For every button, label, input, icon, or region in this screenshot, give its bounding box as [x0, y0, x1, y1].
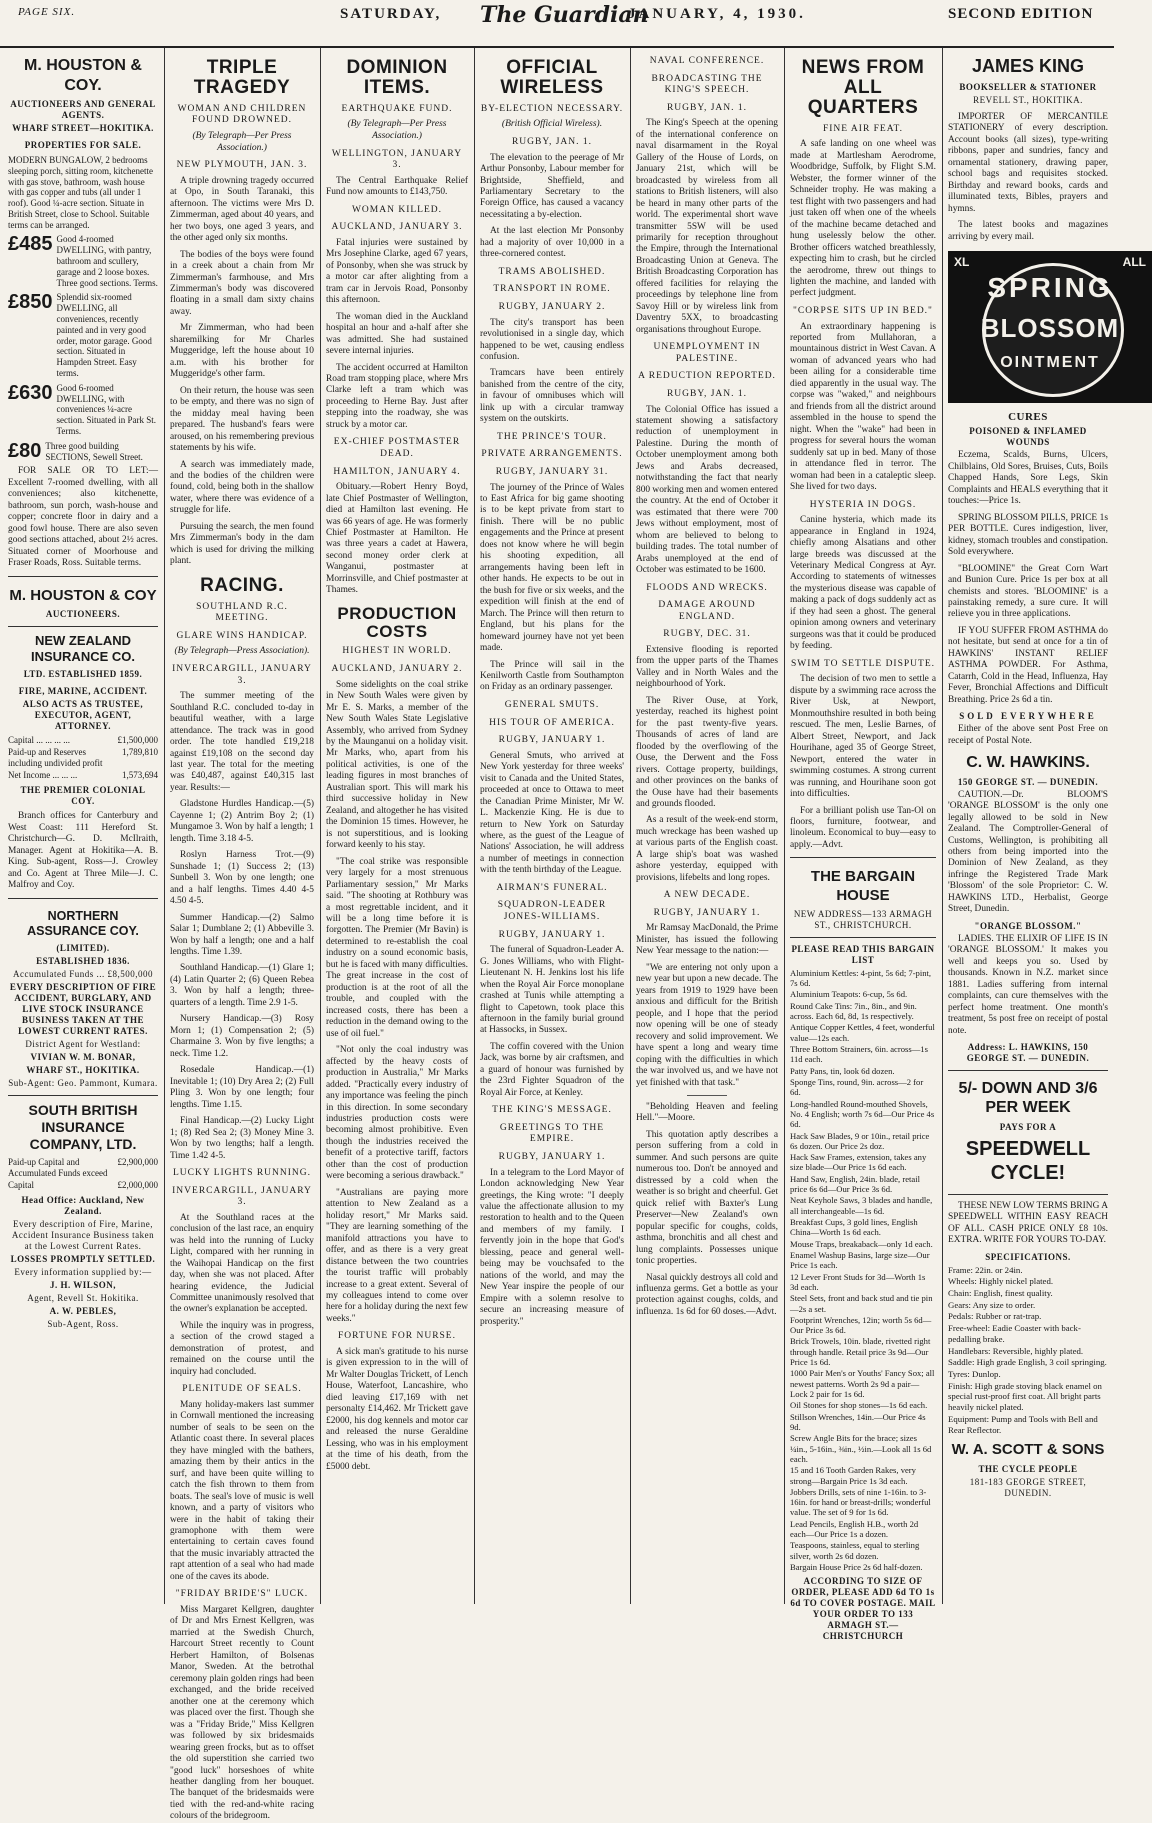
sbi-losses: LOSSES PROMPTLY SETTLED.: [10, 1253, 156, 1264]
bargain-item: 1000 Pair Men's or Youths' Fancy Sox; all newest patterns. Worth 2s 9d a pair—Lock 2 pair for 1s 6d.: [790, 1368, 935, 1400]
houston-title: M. HOUSTON & COY.: [24, 57, 142, 94]
article-paragraph: A safe landing on one wheel was made at Martlesham Aerodrome, Woodbridge, Suffolk, by Flight S.M. Webster, the former winner of the Schneider trophy. He was making a test flight with two passengers and had just taken off when one of the wheels of the machine became detached and hung uselessly below the other. Brother officers watched breathlessly, expecting him to crash, but he circled the aerodrome, threw out things to lighten the machine, and landed with perfect judgment.: [790, 139, 936, 299]
dateline: HAMILTON, JANUARY 4.: [333, 466, 461, 477]
financial-row: [8, 1157, 158, 1179]
bargain-item: Steel Sets, front and back stud and tie pin—2s a set.: [790, 1293, 933, 1314]
financial-value: 1,573,694: [122, 770, 158, 781]
hawkins-title: C. W. HAWKINS.: [966, 754, 1090, 772]
bargain-house-address: NEW ADDRESS—133 ARMAGH ST., CHRISTCHURCH.: [793, 908, 933, 930]
article-paragraph: An extraordinary happening is reported from Mullahoran, a mountainous district in West Cavan. A woman of advanced years who had been ailing for a considerable time died apparently in the usual way. The corpse was "waked," and neighbours and friends from all the district around assembled in the house to spend the night. When the "wake" had been in progress for several hours the woman suddenly sat up in bed. Many of those in attendance fled in terror. The woman had been in a cataleptic sleep. She lived for two days.: [790, 321, 936, 493]
advert-paragraph: Nasal quickly destroys all cold and influenza germs. Get a bottle as your protection against coughs, colds, and influenza. 1s 6d for 60 doses.—Advt.: [636, 1272, 778, 1317]
column-rule: [630, 48, 631, 1604]
dateline: RUGBY, JANUARY 1.: [498, 735, 606, 746]
article-paragraph: A sick man's gratitude to his nurse is given expression to in the will of Mr Walter Douglas Trickett, of Lench House, Waterfoot, Lancashire, who died leaving £17,169 with net personalty £14,462. Mr Trickett gave £2000, his dog kennels and motor car and released the nurse Geraldine Lessing, who was in his employment at the time of his death, from the £5000 debt.: [326, 1346, 468, 1472]
property-price: £630: [8, 381, 53, 404]
article-paragraph: A triple drowning tragedy occurred at Opo, in South Taranaki, this afternoon. The victims were Mrs D. Zimmerman, aged about 40 years, and her two boys, one aged 3 years, and the other aged only six months.: [170, 175, 314, 244]
advert-paragraph: "BLOOMINE" the Great Corn Wart and Bunion Cure. Price 1s per box at all chemists and stores. 'BLOOMINE' is a painstaking remedy, a sure cure. It will relieve you in three applications.: [948, 563, 1108, 620]
article-paragraph: Obituary.—Robert Henry Boyd, late Chief Postmaster of Wellington, died at Hamilton last evening. He was 66 years of age. He was formerly Chief Postmaster at Hamilton. He was three years a cadet at Hawera, second money order clerk at Wanganui, postmaster at Morrinsville, and Chief postmaster at Thames.: [326, 482, 468, 596]
bargain-item: Aluminium Kettles: 4-pint, 5s 6d; 7-pint, 7s 6d.: [790, 967, 932, 989]
sbi-peebles: A. W. PEBLES,: [49, 1305, 117, 1316]
dateline: RUGBY, JAN. 1.: [666, 102, 748, 113]
nac-agent-label: District Agent for Westland:: [25, 1038, 141, 1049]
byline: (By Telegraph—Per Press Association.): [347, 119, 447, 142]
bargain-list-heading: PLEASE READ THIS BARGAIN LIST: [791, 943, 935, 965]
subhead: BY-ELECTION NECESSARY.: [480, 103, 624, 114]
dateline: RUGBY, JANUARY 1.: [653, 907, 761, 918]
subhead: GENERAL SMUTS.: [504, 699, 600, 710]
financial-value: 1,789,810: [122, 747, 158, 758]
bargain-item: Jobbers Drills, sets of nine 1-16in. to 3-16in. for hand or breast-drills; wonderful value. The set of 9 for 1s 6d.: [790, 1486, 931, 1518]
property-description: Three good building SECTIONS, Sewell Street.: [45, 440, 143, 462]
property-item: [8, 155, 158, 231]
subhead: HYSTERIA IN DOGS.: [809, 499, 917, 510]
byline: (British Official Wireless).: [501, 119, 603, 130]
nac-agent-name: VIVIAN W. M. BONAR,: [30, 1051, 136, 1062]
subhead: PLENITUDE OF SEALS.: [182, 1384, 302, 1395]
subhead: NAVAL CONFERENCE.: [649, 56, 765, 66]
subhead: GLARE WINS HANDICAP.: [176, 630, 308, 641]
subhead: AIRMAN'S FUNERAL.: [496, 882, 608, 893]
byline: (By Telegraph—Per Press Association.): [192, 131, 292, 153]
bargain-footer: ACCORDING TO SIZE OF ORDER, PLEASE ADD 6d TO 1s 6d TO COVER POSTAGE. MAIL YOUR ORDER TO 133 ARMAGH ST.—CHRISTCHURCH: [790, 1576, 936, 1642]
dateline: RUGBY, JAN. 1.: [511, 137, 593, 148]
headline-triple-tragedy: TRIPLE TRAGEDY: [193, 57, 291, 98]
financial-label: Net Income ... ... ...: [8, 770, 78, 781]
column-5: [636, 50, 778, 1602]
article-paragraph: The journey of the Prince of Wales to East Africa for big game shooting is to be kept private from start to finish. There will be no public engagements and the Prince at present does not know where he will begin his shooting expedition, all arrangements having been left in other hands. He expects to be out in the bush for five or six weeks, and the expedition will finish at the end of March. The Prince will then return to England, but his plans for the homeward journey have not yet been made.: [480, 482, 624, 654]
badge-ointment: OINTMENT: [1000, 354, 1100, 372]
column-rule: [164, 48, 165, 1604]
nzi-established: LTD. ESTABLISHED 1859.: [23, 668, 143, 679]
article-paragraph: Canine hysteria, which made its appearance in England in 1924, chiefly among Alsatians and other large breeds was discussed at the Veterinary Medical Congress at Ayr. According to statements of witnesses the mysterious disease was capable of making a pack of dogs suddenly act as if they had seen a ghost. The general opinion among owners and veterinary surgeons was that it could be produced by feeding.: [790, 515, 936, 652]
subhead: HIS TOUR OF AMERICA.: [489, 717, 615, 728]
nac-established: ESTABLISHED 1836.: [36, 956, 130, 967]
article-paragraph: On their return, the house was seen to be empty, and there was no sign of the midday meal having been prepared. The husband's fears were aroused, on his remembering previous statements by his wife.: [170, 385, 314, 454]
column-rule: [784, 48, 785, 1604]
specification-item: Chain: English, finest quality.: [948, 1287, 1053, 1298]
specification-item: Equipment: Pump and Tools with Bell and Rear Reflector.: [948, 1413, 1098, 1435]
subhead: LUCKY LIGHTS RUNNING.: [172, 1167, 312, 1178]
houston-address: WHARF STREET—HOKITIKA.: [12, 122, 154, 133]
specification-item: Wheels: Highly nickel plated.: [948, 1276, 1054, 1287]
nzi-lines: FIRE, MARINE, ACCIDENT.: [18, 685, 148, 696]
properties-heading: PROPERTIES FOR SALE.: [24, 139, 142, 150]
bargain-item: Patty Pans, tin, look 6d dozen.: [790, 1065, 895, 1076]
headline-production-costs: PRODUCTION COSTS: [337, 603, 457, 641]
specification-item: Handlebars: Reversible, highly plated.: [948, 1345, 1084, 1356]
nzi-branch: Branch offices for Canterbury and West Coast: 111 Hereford St. Christchurch—G. D. McIlraith, Manager. Agent at Hokitika—A. B. King. Sub-agent, Ross—J. Crowley and Co. Agent at Three Mile—J. C. Malfroy and Coy.: [8, 811, 158, 891]
dateline: RUGBY, JAN. 1.: [666, 388, 748, 399]
property-price: £80: [8, 439, 42, 462]
masthead: [0, 0, 1114, 48]
sbi-description: Every description of Fire, Marine, Accident Insurance Business taken at the Lowest Current Rates.: [11, 1218, 155, 1251]
article-paragraph: The Colonial Office has issued a statement showing a satisfactory reduction of unemployment in Palestine. During the month of October unemployment among both Jews and Arabs decreased, notwithstanding the fact that nearly 800 working men and women entered the country. At the end of October it was estimated that there were 700 Jews without employment, most of whom are believed to belong to building trades. The total number of Arabs unemployed at the end of October was estimated to be 1600.: [636, 404, 778, 576]
subhead: PRIVATE ARRANGEMENTS.: [481, 449, 623, 460]
property-item: [8, 234, 158, 288]
property-item: [8, 441, 158, 463]
bargain-item: Mouse Traps, breakaback—only 1d each.: [790, 1238, 933, 1249]
specification-item: Finish: High grade stoving black enamel on special rust-proof first coat. All bright parts heavily nickel plated.: [948, 1380, 1102, 1413]
subhead: THE PRINCE'S TOUR.: [497, 431, 607, 442]
cures-heading: CURES: [1008, 411, 1048, 424]
article-paragraph: At the last election Mr Ponsonby had a majority of over 10,000 in a three-cornered contest.: [480, 226, 624, 260]
bargain-house-title: THE BARGAIN HOUSE: [810, 868, 916, 904]
sbi-title: SOUTH BRITISH INSURANCE COMPANY, LTD.: [28, 1101, 138, 1152]
article-paragraph: The elevation to the peerage of Mr Arthur Ponsonby, Labour member for Brightside, Sheffield, and Parliamentary Secretary to the Foreign Office, has caused a vacancy necessitating a by-election.: [480, 152, 624, 220]
article-paragraph: Summer Handicap.—(2) Salmo Salar 1; Dumblane 2; (1) Abbeville 3. Won by half a length; one and a half lengths. Time 1.39.: [170, 912, 314, 958]
properties-list: [8, 155, 158, 463]
advert-paragraph: SPRING BLOSSOM PILLS, PRICE 1s PER BOTTLE. Cures indigestion, liver, kidney, stomach troubles and constipation. Sold everywhere.: [948, 512, 1108, 558]
article-paragraph: "Not only the coal industry was affected by the heavy costs of production in Australia," Mr Marks added. "Practically every industry of any importance was feeling the pinch in this direction. In some secondary industries production costs were becoming almost prohibitive. Even though the industries received the benefit of a protective tariff, factors other than the cost of production were becoming a serious drawback.": [326, 1045, 468, 1182]
badge-all: ALL: [1122, 255, 1146, 270]
bargain-item: Breakfast Cups, 3 gold lines, English China—Worth 1s 6d each.: [790, 1217, 918, 1238]
column-rule: [474, 48, 475, 1604]
bargain-item: Sponge Tins, round, 9in. across—2 for 6d.: [790, 1076, 924, 1098]
bargain-item: Screw Angle Bits for the brace; sizes ¼in., 5-16in., ⅜in., ½in.—Look all 1s 6d each.: [790, 1433, 932, 1464]
article-paragraph: Roslyn Harness Trot.—(9) Sunshade 1; (1) Success 2; (13) Sunbell 3. Won by one length; one and a half lengths. Times 4.40 4-5 4.50 4-5.: [170, 850, 314, 907]
scott-subtitle: THE CYCLE PEOPLE: [978, 1463, 1078, 1474]
sbi-head-office: Head Office: Auckland, New Zealand.: [21, 1194, 145, 1216]
subhead: SOUTHLAND R.C. MEETING.: [196, 601, 288, 624]
nac-description: EVERY DESCRIPTION OF FIRE ACCIDENT, BURGLARY, AND LIVE STOCK INSURANCE BUSINESS TAKEN AT THE LOWEST CURRENT RATES.: [9, 981, 157, 1036]
financial-row: [8, 747, 158, 769]
property-description: Good 6-roomed DWELLING, with conveniences ¼-acre section. Situated in Park St. Terms.: [56, 382, 156, 437]
subhead: SQUADRON-LEADER JONES-WILLIAMS.: [497, 900, 607, 922]
article-paragraph: Mr Zimmerman, who had been sharemilking for Mr Charles Muggeridge, left the house about 10 a.m. with his brother for Muggeridge's other farm.: [170, 323, 314, 380]
bargain-item: Three Bottom Strainers, 6in. across—1s 11d each.: [790, 1044, 928, 1065]
bargain-item: 15 and 16 Tooth Garden Rakes, very strong—Bargain Price 1s 3d each.: [790, 1465, 916, 1486]
article-paragraph: Miss Margaret Kellgren, daughter of Dr and Mrs Ernest Kellgren, was married at the Swedish Church, Harcourt Street recently to Count Herbert Hamilton, of Bolsenas Manor, Sweden. At the betrothal ceremony plain golden rings had been exchanged, and the bride received another one at the ceremony which was placed over the first. Though she was a "Friday Bride," Miss Kellgren was followed by six bridesmaids wearing green frocks, but as to offset the old superstition she carried two "good luck" horseshoes of white heather dangling from her bouquet. The banquet of the bridesmaids were tied with the red-and-white racing colours of the bridegroom.: [170, 1604, 314, 1822]
subhead: DAMAGE AROUND ENGLAND.: [658, 600, 756, 622]
edition-label: SECOND EDITION: [948, 6, 1094, 22]
article-paragraph: Final Handicap.—(2) Lucky Light 1; (8) Red Sea 2; (3) Money Mine 3. Won by two lengths; half a length. Time 1.42 4-5.: [170, 1116, 314, 1161]
sbi-peebles-address: Sub-Agent, Ross.: [47, 1318, 119, 1329]
subhead: FORTUNE FOR NURSE.: [338, 1331, 456, 1342]
orange-blossom-address: Address: L. HAWKINS, 150 GEORGE ST. — DUNEDIN.: [966, 1041, 1090, 1063]
orange-blossom-paragraph: LADIES. THE ELIXIR OF LIFE IS IN 'ORANGE BLOSSOM.' It makes you well and keeps you so. Used by thousands. Known in N.Z. market since 1881. Ladies suffering from internal complaints, can cure themselves with the perfect home treatment. One month's treatment, 5s post free on receipt of postal note.: [948, 933, 1108, 1036]
subhead: GREETINGS TO THE EMPIRE.: [499, 1122, 605, 1145]
article-paragraph: The coffin covered with the Union Jack, was borne by air craftsmen, and a guard of honour was furnished by the 23rd Fighter Squadron of the Royal Air Force, at Kenley.: [480, 1041, 624, 1098]
nac-limited: (LIMITED).: [56, 943, 110, 954]
subhead: UNEMPLOYMENT IN PALESTINE.: [653, 342, 761, 364]
scott-address: 181-183 GEORGE STREET, DUNEDIN.: [969, 1476, 1087, 1498]
financial-row: [8, 770, 158, 781]
subhead: FLOODS AND WRECKS.: [646, 582, 768, 593]
james-king-subtitle: BOOKSELLER & STATIONER: [959, 81, 1097, 92]
dateline: WELLINGTON, JANUARY 3.: [331, 148, 463, 171]
article-paragraph: Southland Handicap.—(1) Glare 1; (4) Latin Quarter 2; (6) Queen Rebea 3. Won by half a length; three-quarters of a length. Time 2.9 1-5.: [170, 963, 314, 1008]
houston-title-2: M. HOUSTON & COY: [9, 586, 157, 604]
column-1: [8, 50, 158, 1602]
dateline: INVERCARGILL, JANUARY 3.: [172, 664, 312, 686]
cures-subheading: POISONED & INFLAMED WOUNDS: [969, 426, 1087, 448]
nzi-title: NEW ZEALAND INSURANCE CO.: [30, 632, 135, 664]
property-price: £485: [8, 233, 53, 256]
hawkins-address: 150 GEORGE ST. — DUNEDIN.: [957, 776, 1099, 787]
james-king-address: REVELL ST., HOKITIKA.: [973, 94, 1083, 105]
dateline: RUGBY, JANUARY 2.: [498, 301, 606, 312]
financial-value: £1,500,000: [117, 735, 158, 746]
sbi-wilson-address: Agent, Revell St. Hokitika.: [27, 1292, 139, 1303]
column-rule: [320, 48, 321, 1604]
speedwell-terms: 5/- DOWN AND 3/6 PER WEEK: [958, 1079, 1098, 1117]
article-paragraph: "We are entering not only upon a new year but upon a new decade. The years from 1919 to 1929 have been anxious and difficult for the British people, and I hope that the period now opening will be one of steady recovery and solid improvement. We have spent a long and weary time coping with the difficulties in which the war involved us, and we have not yet finished with that task.": [636, 962, 778, 1088]
article-paragraph: "The coal strike was responsible very largely for a most strenuous Parliamentary session," Mr Marks said. "The shooting at Rothbury was a most regrettable incident, and it will be a long time before it is forgotten. The Premier (Mr Bavin) is determined to re-establish the coal industry on a sound economic basis, but he is faced with many difficulties. The great increase in the cost of production is at the root of all the trouble, and coupled with the increased costs, there has been a reduction in the demand owing to the use of oil fuel.": [326, 856, 468, 1039]
article-paragraph: Some sidelights on the coal strike in New South Wales were given by Mr E. S. Marks, a member of the New South Wales State Legislative Assembly, who arrived from Sydney by the Maunganui on a holiday visit. Mr Marks, who, apart from his political activities, is one of the leading figures in most branches of Australian sport. This will mark his third successive holiday in New Zealand, and altogether he has visited the Dominion 15 times. However, he is not superstitious, and is looking forward keenly to his stay.: [326, 679, 468, 851]
for-sale-notice: FOR SALE OR TO LET:—Excellent 7-roomed dwelling, with all conveniences; also kitchenette, bathroom, sun porch, wash-house and copper; concrete floor in dairy and a good fowl house. There are also seven good sections attached, about 2½ acres. Situated corner of Moorhouse and Fraser Roads, Ross. Suitable terms.: [8, 466, 158, 569]
bargain-item: Hack Saw Blades, 9 or 10in., retail price 6s dozen. Our Price 2s doz.: [790, 1130, 930, 1151]
article-paragraph: General Smuts, who arrived at New York yesterday for three weeks' visit to Canada and the United States, proceeded at once to Ottawa to meet the Canadian Prime Minister, Mr W. L. Mackenzie King. He is due to return to New York on Saturday where, as the guest of the League of Nations' Association, he will address a number of meetings in connection with the tenth birthday of the League.: [480, 750, 624, 876]
sbi-financials: [8, 1157, 158, 1191]
bargain-item: Bargain House Price 2s 6d half-dozen.: [790, 1562, 923, 1573]
nac-agent-address: WHARF ST., HOKITIKA.: [26, 1064, 140, 1075]
separator: [687, 1095, 727, 1096]
subhead: FINE AIR FEAT.: [822, 123, 904, 134]
spring-blossom-badge: [948, 251, 1152, 403]
subhead: "FRIDAY BRIDE'S" LUCK.: [175, 1589, 309, 1600]
article-paragraph: Rosedale Handicap.—(1) Inevitable 1; (10) Dry Area 2; (2) Full Pling 3. Won by one length; four lengths. Time 1.15.: [170, 1065, 314, 1110]
byline: (By Telegraph—Press Association).: [174, 646, 310, 657]
subhead: THE KING'S MESSAGE.: [492, 1105, 612, 1116]
bargain-item: Hand Saw, English, 24in. blade, retail price 6s 6d—Our Price 3s 6d.: [790, 1173, 920, 1195]
bargain-item: Lead Pencils, English H.B., worth 2d each—Our Price 1s a dozen.: [790, 1518, 919, 1540]
bargain-item: Stillson Wrenches, 14in.—Our Price 4s 9d.: [790, 1411, 926, 1432]
bargain-item: Footprint Wrenches, 12in; worth 5s 6d—Our Price 3s 6d.: [790, 1314, 932, 1336]
nac-title: NORTHERN ASSURANCE COY.: [27, 908, 139, 938]
specification-item: Tyres: Dunlop.: [948, 1369, 1001, 1379]
property-item: [8, 292, 158, 378]
headline-official-wireless: OFFICIAL WIRELESS: [500, 57, 604, 98]
advert-paragraph: IF YOU SUFFER FROM ASTHMA do not hesitate, but send at once for a tin of HAWKINS' INSTANT RELIEF ASTHMA POWDER. For Asthma, Catarrh, Cold in the Head, Influenza, Hay Fever, Bronchial Affections and Difficult Breathing. Price 2s 6d a tin.: [948, 625, 1108, 705]
scott-title: W. A. SCOTT & SONS: [951, 1441, 1105, 1459]
article-paragraph: The bodies of the boys were found in a creek about a chain from Mr Zimmerman's farmhouse, and Mrs Zimmerman's body was discovered floating in a small dam sixty chains away.: [170, 249, 314, 317]
speedwell-title: SPEEDWELL CYCLE!: [965, 1137, 1091, 1185]
article-paragraph: The funeral of Squadron-Leader A. G. Jones Williams, who with Flight-Lieutenant N. H. Jenkins lost his life when the Royal Air Force monoplane crashed at Tunis while attempting a flight to Capetown, took place this afternoon in the family burial ground at Hassocks, in Sussex.: [480, 945, 624, 1036]
nac-funds: Accumulated Funds ... £8,500,000: [13, 969, 153, 979]
article-paragraph: A search was immediately made, and the bodies of the children were found, cold, being both in the shallow water, where there was evidence of a struggle for life.: [170, 459, 314, 516]
column-4: [480, 50, 624, 1602]
sbi-wilson: J. H. WILSON,: [49, 1279, 117, 1290]
subhead: SWIM TO SETTLE DISPUTE.: [790, 658, 936, 669]
specifications-list: [948, 1265, 1108, 1436]
subhead: EARTHQUAKE FUND.: [341, 103, 453, 114]
nac-sub-agent: Sub-Agent: Geo. Pammont, Kumara.: [8, 1077, 158, 1088]
james-king-paragraph: The latest books and magazines arriving by every mail.: [948, 220, 1108, 242]
column-7: [948, 50, 1146, 1602]
article-paragraph: In a telegram to the Lord Mayor of London acknowledging New Year greetings, the King wrote: "I deeply value the affectionate allusion to my restoration to health and to the Queen and members of my family. I fervently join in the hope that God's blessing, peace and general well-being may be vouchsafed to the nations of the world, and may the New Year inspire the people of our Empire with a solemn resolve to secure an increasing measure of prosperity.": [480, 1167, 624, 1327]
article-paragraph: At the Southland races at the conclusion of the last race, an enquiry was held into the running of Lucky Light, compared with her running in the Waihopai Handicap on the first day, when she was not placed. After hearing evidence, the Judicial Committee unanimously resolved that the owner's explanation be accepted.: [170, 1212, 314, 1315]
article-paragraph: Gladstone Hurdles Handicap.—(5) Cayenne 1; (2) Antrim Boy 2; (1) Mungamoe 3. Won by half a length; 1 length. Time 3.18 4-5.: [170, 799, 314, 844]
article-paragraph: Many holiday-makers last summer in Cornwall mentioned the increasing number of seals to be seen on the Atlantic coast there. In several places they have mingled with the bathers, amazing them by their antics in the surf, and have been quite willing to catch the fish thrown to them from boats. The seal's love of music is well known, and a party of visitors who were in the habit of taking their gramophone with them were entertaining to certain caves found that the music invariably attracted the rapt attention of a seal who had made one of the caves its abode.: [170, 1399, 314, 1582]
orange-blossom-heading: "ORANGE BLOSSOM.": [974, 920, 1082, 931]
article-paragraph: The Prince will sail in the Kenilworth Castle from Southampton on Friday as an ordinary passenger.: [480, 659, 624, 693]
bargain-item: Round Cake Tins: 7in., 8in., and 9in. across. Each 6d, 8d, 1s respectively.: [790, 1000, 917, 1022]
advert-paragraph: This quotation aptly describes a person suffering from a cold in summer. And such persons are quite numerous too. Don't be annoyed and distressed by a cold when the weather is so bright and cheerful. Get quick relief with Baxter's Lung Preserver—New Zealand's own popular specific for coughs, colds, asthma, bronchitis and all chest and lung complaints. Possesses unique tonic properties.: [636, 1129, 778, 1267]
page-number: PAGE SIX.: [18, 6, 76, 18]
speedwell-pays-for: PAYS FOR A: [999, 1121, 1057, 1132]
article-paragraph: The summer meeting of the Southland R.C. concluded to-day in beautiful weather, with a large attendance. The track was in good order. The tote handled £19,218 against £19,108 on the second day last year. The total for the meeting was £40,487, against £40,315 last year. Results:—: [170, 691, 314, 793]
headline-racing: RACING.: [200, 574, 284, 596]
property-description: MODERN BUNGALOW, 2 bedrooms sleeping porch, sitting room, kitchenette with gas stove, bathroom, wash house with gas copper and tubs (all under 1 roof). Good ¼-acre section. Situate in British Street, close to School. Suitable terms can be arranged.: [8, 154, 153, 230]
article-paragraph: As a result of the week-end storm, much wreckage has been washed up at various parts of the English coast. A large ship's boat was washed ashore yesterday, equipped with provisions, lifebelts and long ropes.: [636, 815, 778, 883]
article-paragraph: Mr Ramsay MacDonald, the Prime Minister, has issued the following New Year message to the nation:—: [636, 923, 778, 957]
masthead-date: JANUARY, 4, 1930.: [628, 6, 806, 22]
specification-item: Free-wheel: Eadie Coaster with back-pedalling brake.: [948, 1323, 1081, 1344]
bargain-item: Oil Stones for shop stones—1s 6d each.: [790, 1400, 928, 1411]
article-paragraph: Tramcars have been entirely banished from the centre of the city, in favour of omnibuses which will link up with a circular tramway system on the outskirts.: [480, 368, 624, 425]
subhead: "CORPSE SITS UP IN BED.": [793, 305, 933, 316]
badge-blossom: BLOSSOM: [980, 313, 1120, 344]
article-paragraph: The King's Speech at the opening of the international conference on naval disarmament in the Royal Gallery of the House of Lords, on January 21st, which will be broadcasted by wireless from all stations to British listeners, will also be heard in many other parts of the world. The experimental short wave transmitter 5SW will be used primarily for reception throughout the Empire, through the International Broadcasting Union at Geneva. The British Broadcasting Corporation has offered facilities for relaying the proceedings by telephone line from Savoy Hill or by wireless link from Daventry 5XX, to broadcasting organisations throughout Europe.: [636, 118, 778, 335]
specifications-heading: SPECIFICATIONS.: [985, 1251, 1071, 1262]
subhead: WOMAN AND CHILDREN FOUND DROWNED.: [177, 103, 307, 126]
advert-paragraph: For a brilliant polish use Tan-Ol on floors, furniture, footwear, and linoleum. Economical to buy—easy to apply.—Advt.: [790, 805, 936, 850]
article-paragraph: "Australians are paying more attention to New Zealand as a holiday resort," Mr Marks said. "They are learning something of the manifold attractions you have to offer, and as there is a very great distance between the two countries the tourist traffic will probably increase to a great extent. Several of my colleagues intend to come over here for a holiday during the next few weeks.": [326, 1187, 468, 1324]
nzi-also: ALSO ACTS AS TRUSTEE, EXECUTOR, AGENT, ATTORNEY.: [22, 698, 144, 731]
column-rule: [942, 48, 943, 1604]
advert-paragraph: Eczema, Scalds, Burns, Ulcers, Chilblains, Old Sores, Bruises, Cuts, Boils Chapped Hands, Sore Legs, Skin Complaints and HEALS everything that it touches:—Price 1s.: [948, 450, 1108, 507]
nzi-premier: THE PREMIER COLONIAL COY.: [20, 785, 146, 807]
specification-item: Pedals: Rubber or rat-trap.: [948, 1311, 1042, 1322]
subhead: A NEW DECADE.: [663, 890, 751, 901]
badge-xl: XL: [954, 255, 970, 270]
dateline: NEW PLYMOUTH, JAN. 3.: [176, 160, 308, 171]
dateline: AUCKLAND, JANUARY 3.: [331, 222, 463, 233]
property-price: £850: [8, 291, 53, 314]
subhead: TRAMS ABOLISHED.: [498, 266, 606, 277]
financial-row: [8, 1180, 158, 1191]
financial-label: Paid-up and Reserves including undivided profit: [8, 747, 103, 769]
headline-news-from-all-quarters: NEWS FROM ALL QUARTERS: [801, 57, 925, 118]
financial-label: Capital ... ... ... ...: [8, 735, 70, 746]
bargain-list: [790, 968, 936, 1573]
subhead: A REDUCTION REPORTED.: [638, 371, 776, 382]
dateline: RUGBY, JANUARY 31.: [495, 466, 609, 477]
bargain-item: 12 Lever Front Studs for 3d—Worth 1s 3d each.: [790, 1271, 926, 1292]
financial-label: Capital: [8, 1179, 34, 1190]
masthead-day: SATURDAY,: [340, 6, 442, 22]
subhead: EX-CHIEF POSTMASTER DEAD.: [333, 437, 461, 459]
nzi-financials: [8, 735, 158, 781]
column-3: [326, 50, 468, 1602]
column-2: [170, 50, 314, 1822]
article-paragraph: Nursery Handicap.—(3) Rosy Morn 1; (1) Compensation 2; (5) Charmaine 3. Won by five lengths; a neck. Time 1.2.: [170, 1014, 314, 1059]
article-paragraph: The woman died in the Auckland hospital an hour and a-half after she was admitted. She had sustained severe internal injuries.: [326, 311, 468, 357]
bargain-item: Enamel Washup Basins, large size—Our Price 1s each.: [790, 1249, 930, 1271]
subhead: HIGHEST IN WORLD.: [342, 646, 452, 657]
specification-item: Gears: Any size to order.: [948, 1299, 1036, 1310]
speedwell-paragraph: THESE NEW LOW TERMS BRING A SPEEDWELL WITHIN EASY REACH OF ALL. CASH PRICE ONLY £8 10s. EXTRA. WRITE FOR YOURS TO-DAY.: [948, 1200, 1108, 1246]
bargain-item: Teaspoons, stainless, equal to sterling silver, worth 2s 6d dozen.: [790, 1540, 920, 1561]
headline-dominion-items: DOMINION ITEMS.: [346, 57, 448, 98]
financial-row: [8, 735, 158, 746]
bargain-item: Long-handled Round-mouthed Shovels, No. 4 English; worth 7s 6d—Our Price 4s 6d.: [790, 1098, 935, 1130]
sbi-info: Every information supplied by:—: [14, 1266, 152, 1277]
financial-value: £2,900,000: [117, 1156, 158, 1167]
dateline: RUGBY, JANUARY 1.: [498, 1151, 606, 1162]
article-paragraph: The River Ouse, at York, yesterday, reached its highest point for the past twenty-five years. Thousands of acres of land are flooded by the overflowing of the Ouse, the Derwent and the Foss rivers. Cottage property, buildings, and other provinces on the banks of the Ouse have had their basements and grounds flooded.: [636, 695, 778, 809]
bargain-item: Neat Keyhole Saws, 3 blades and handle, all interchangeable—1s 6d.: [790, 1195, 933, 1216]
article-paragraph: While the inquiry was in progress, a section of the crowd staged a demonstration of protest, and remained on the course until the inquiry had concluded.: [170, 1320, 314, 1377]
article-paragraph: The accident occurred at Hamilton Road tram stopping place, where Mrs Clarke left a tram which was proceeding to Herne Bay. Just after stepping into the roadway, she was struck by a motor car.: [326, 362, 468, 430]
james-king-title: JAMES KING: [971, 56, 1085, 76]
dateline: AUCKLAND, JANUARY 2.: [331, 664, 463, 675]
houston-subtitle-2: AUCTIONEERS.: [45, 608, 121, 619]
post-free-note: Either of the above sent Post Free on receipt of Postal Note.: [948, 724, 1108, 746]
article-paragraph: Extensive flooding is reported from the upper parts of the Thames Valley and in North Wales and the neighbourhood of York.: [636, 644, 778, 690]
subhead: TRANSPORT IN ROME.: [493, 284, 611, 295]
financial-label: Paid-up Capital and Accumulated Funds exceed: [8, 1156, 108, 1178]
column-6: [790, 50, 936, 1642]
bargain-item: Hack Saw Frames, extension, takes any size blade—Our Price 1s 6d each.: [790, 1152, 927, 1173]
subhead: WOMAN KILLED.: [351, 204, 443, 215]
article-paragraph: The Central Earthquake Relief Fund now amounts to £143,750.: [326, 175, 468, 198]
article-paragraph: Fatal injuries were sustained by Mrs Josephine Clarke, aged 67 years, of Ponsonby, when she was struck by a motor car after alighting from a tram car in Jervois Road, Ponsonby this afternoon.: [326, 237, 468, 306]
property-description: Good 4-roomed DWELLING, with pantry, bathroom and scullery, garage and 2 loose boxes. Three good sections. Terms.: [56, 234, 158, 288]
bargain-item: Brick Trowels, 10in. blade, rivetted right through handle. Retail price 3s 9d—Our Price 1s 6d.: [790, 1336, 931, 1368]
financial-value: £2,000,000: [117, 1179, 158, 1190]
caution-paragraph: CAUTION.—Dr. BLOOM'S 'ORANGE BLOSSOM' is the only one legally allowed to be sold in New Zealand. The Comptroller-General of Customs, Wellington, is prohibiting all others from being imported into the Dominion of New Zealand, as they infringe the Registered Trade Mark 'Blossom' of the sole Proprietor: C. W. HAWKINS LTD., Herbalist, George Street, Dunedin.: [948, 789, 1108, 915]
article-paragraph: The city's transport has been revolutionised in a single day, which happened to be wet, causing endless confusion.: [480, 317, 624, 362]
james-king-paragraph: IMPORTER OF MERCANTILE STATIONERY of every description. Account books (all sizes), type-writing ribbons, paper and sundries, fancy and ornamental stationery, drawing paper, school bags and requisites stocked. Birthday and reward books, cards and illuminated texts, Bibles, prayers and hymns.: [948, 111, 1108, 214]
newspaper-name: The Guardian: [480, 2, 649, 28]
dateline: INVERCARGILL, JANUARY 3.: [172, 1185, 312, 1208]
article-paragraph: Pursuing the search, the men found Mrs Zimmerman's body in the dam which is used for driving the milking plant.: [170, 521, 314, 567]
subhead: BROADCASTING THE KING'S SPEECH.: [651, 73, 763, 96]
property-item: [8, 383, 158, 437]
specification-item: Frame: 22in. or 24in.: [948, 1264, 1023, 1275]
bargain-item: Aluminium Teapots: 6-cup, 5s 6d.: [790, 989, 908, 1000]
sold-everywhere: SOLD EVERYWHERE: [959, 711, 1097, 722]
dateline: RUGBY, DEC. 31.: [663, 629, 751, 640]
specification-item: Saddle: High grade English, 3 coil springing.: [948, 1357, 1107, 1368]
article-paragraph: The decision of two men to settle a dispute by a swimming race across the River Usk, at Newport, Monmouthshire resulted in both being rescued. The men, Leslie Barnes, of Albert Street, Newport, and Jack Hourihane, aged 35 of George Street, Newport, entered the water in swimming costumes. A strong current was running, and Hourihane soon got into difficulties.: [790, 674, 936, 800]
badge-spring: SPRING: [987, 272, 1113, 304]
property-description: Splendid six-roomed DWELLING, all conveniences, recently painted and in very good order, motor garage. Good section. Situated in Hampden Street. Easy terms.: [56, 292, 152, 379]
advert-quote: "Beholding Heaven and feeling Hell."—Moore.: [636, 1101, 778, 1124]
dateline: RUGBY, JANUARY 1.: [498, 929, 606, 940]
bargain-item: Antique Copper Kettles, 4 feet, wonderful value—12s each.: [790, 1022, 935, 1043]
houston-subtitle: AUCTIONEERS AND GENERAL AGENTS.: [10, 99, 156, 120]
